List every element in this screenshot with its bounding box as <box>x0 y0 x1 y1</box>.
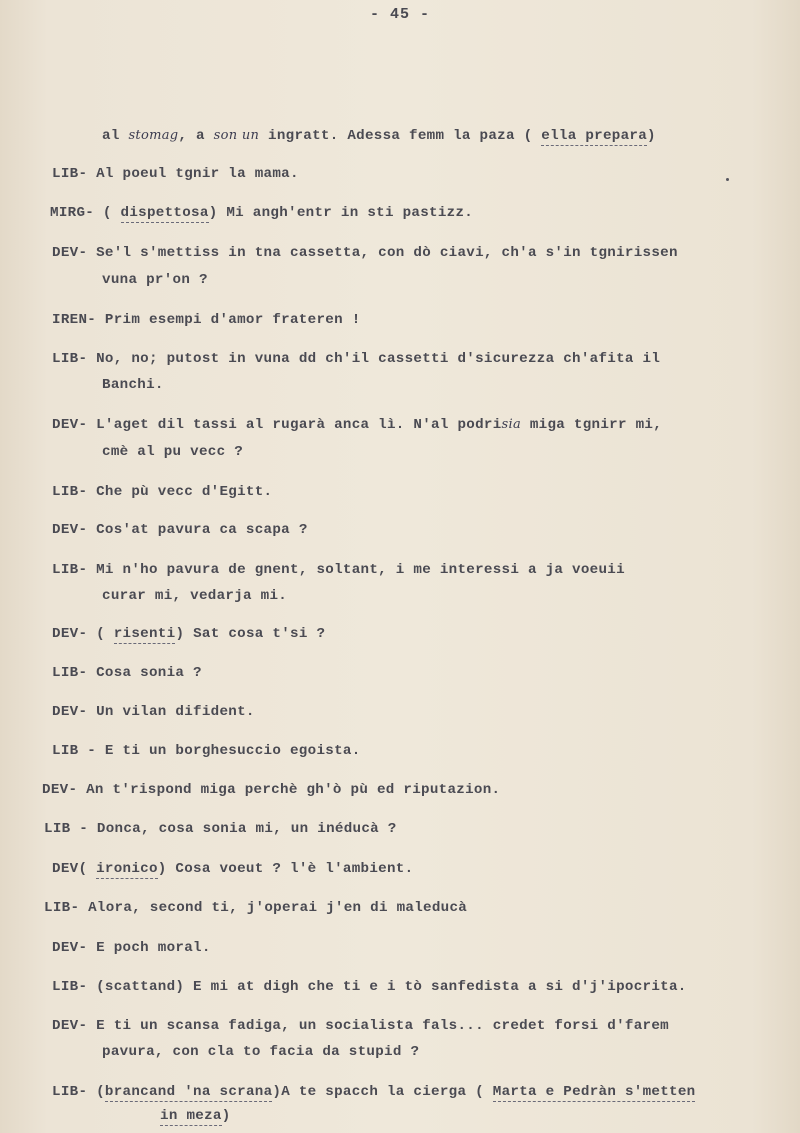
dialogue-text: Cosa sonia ? <box>96 665 202 681</box>
script-line-21-continued: pavura, con cla to facia da stupid ? <box>102 1044 420 1060</box>
script-line-19 <box>52 940 211 956</box>
speaker-label: LIB- <box>52 351 88 367</box>
dialogue-text: Se'l s'mettiss in tna cassetta, con dò ciavi, ch'a s'in tgnirissen <box>96 245 678 261</box>
script-line-17: DEV( ironico) Cosa voeut ? l'è l'ambient. <box>52 861 414 877</box>
speaker-label: MIRG- <box>50 205 95 221</box>
stage-direction: ironico <box>96 861 158 877</box>
dialogue-text: Alora, second ti, j'operai j'en di maleducà <box>88 900 468 916</box>
ink-speck <box>726 178 729 181</box>
handwritten-correction: stomag <box>128 128 179 143</box>
dialogue-text: Mi n'ho pavura de gnent, soltant, i me interessi a ja voeuii <box>96 562 625 578</box>
speaker-label: DEV- <box>52 1018 88 1034</box>
script-line-10 <box>52 562 625 578</box>
stage-direction: in meza <box>160 1108 222 1124</box>
speaker-label: DEV- <box>52 417 88 433</box>
dialogue-text: Cos'at pavura ca scapa ? <box>96 522 308 538</box>
speaker-label: DEV- <box>52 940 88 956</box>
dialogue-text: (scattand) E mi at digh che ti e i tò sanfedista a si d'j'ipocrita. <box>96 979 687 995</box>
script-line-7: DEV- L'aget dil tassi al rugarà anca lì. N'al podrisia miga tgnirr mi, <box>52 417 663 433</box>
speaker-label: IREN- <box>52 312 97 328</box>
script-line-15 <box>42 782 500 798</box>
dialogue-text: Donca, cosa sonia mi, un inéducà ? <box>96 821 397 837</box>
dialogue-text: E ti un borghesuccio egoista. <box>104 743 361 759</box>
script-line-4-continued: vuna pr'on ? <box>102 272 208 288</box>
script-line-8 <box>52 484 272 500</box>
script-line-18 <box>44 900 467 916</box>
page-number: - 45 - <box>369 6 430 23</box>
speaker-label: LIB- <box>44 900 80 916</box>
speaker-label: LIB- <box>52 166 88 182</box>
dialogue-text: E poch moral. <box>96 940 211 956</box>
speaker-label: LIB- <box>52 1084 88 1100</box>
script-line-9 <box>52 522 308 538</box>
speaker-label: LIB - <box>44 821 89 837</box>
stage-direction: ella prepara <box>541 128 648 144</box>
script-line-13 <box>52 704 255 720</box>
stage-direction: brancand 'na scrana <box>104 1084 273 1100</box>
script-line-16 <box>44 821 397 837</box>
script-line-3: MIRG- ( dispettosa) Mi angh'entr in sti pastizz. <box>50 205 474 221</box>
script-line-5 <box>52 312 361 328</box>
speaker-label: LIB- <box>52 562 88 578</box>
script-line-1: al stomag, a son un ingratt. Adessa femm la paza ( ella prepara) <box>102 128 656 144</box>
speaker-label: DEV( <box>52 861 88 877</box>
script-line-4 <box>52 245 678 261</box>
handwritten-correction: sia <box>501 417 522 432</box>
script-line-6 <box>52 351 660 367</box>
speaker-label: LIB- <box>52 979 88 995</box>
speaker-label: DEV- <box>52 522 88 538</box>
speaker-label: LIB - <box>52 743 97 759</box>
script-line-2 <box>52 166 299 182</box>
script-line-14 <box>52 743 361 759</box>
stage-direction: dispettosa <box>120 205 209 221</box>
speaker-label: LIB- <box>52 484 88 500</box>
speaker-label: DEV- <box>42 782 78 798</box>
handwritten-insertion: son un <box>213 128 260 143</box>
dialogue-text: An t'rispond miga perchè gh'ò pù ed riputazion. <box>86 782 501 798</box>
dialogue-text: No, no; putost in vuna dd ch'il cassetti d'sicurezza ch'afita il <box>96 351 661 367</box>
dialogue-text: E ti un scansa fadiga, un socialista fals... credet forsi d'farem <box>96 1018 669 1034</box>
speaker-label: DEV- <box>52 245 88 261</box>
script-line-11: DEV- ( risenti) Sat cosa t'si ? <box>52 626 326 642</box>
speaker-label: LIB- <box>52 665 88 681</box>
script-line-6-continued: Banchi. <box>102 377 164 393</box>
script-line-22-continued: in meza) <box>160 1108 231 1124</box>
script-line-12 <box>52 665 202 681</box>
script-line-22: LIB- (brancand 'na scrana)A te spacch la cierga ( Marta e Pedràn s'metten <box>52 1084 696 1100</box>
stage-direction: risenti <box>113 626 176 642</box>
dialogue-text: Al poeul tgnir la mama. <box>96 166 299 182</box>
speaker-label: DEV- <box>52 704 88 720</box>
script-line-21 <box>52 1018 669 1034</box>
stage-direction: Marta e Pedràn s'metten <box>492 1084 696 1100</box>
dialogue-text: Che pù vecc d'Egitt. <box>96 484 273 500</box>
speaker-label: DEV- <box>52 626 88 642</box>
script-line-10-continued: curar mi, vedarja mi. <box>102 588 288 604</box>
script-line-20 <box>52 979 687 995</box>
dialogue-text: Prim esempi d'amor frateren ! <box>104 312 361 328</box>
script-line-7-continued: cmè al pu vecc ? <box>102 444 244 460</box>
dialogue-text: Un vilan difident. <box>96 704 255 720</box>
